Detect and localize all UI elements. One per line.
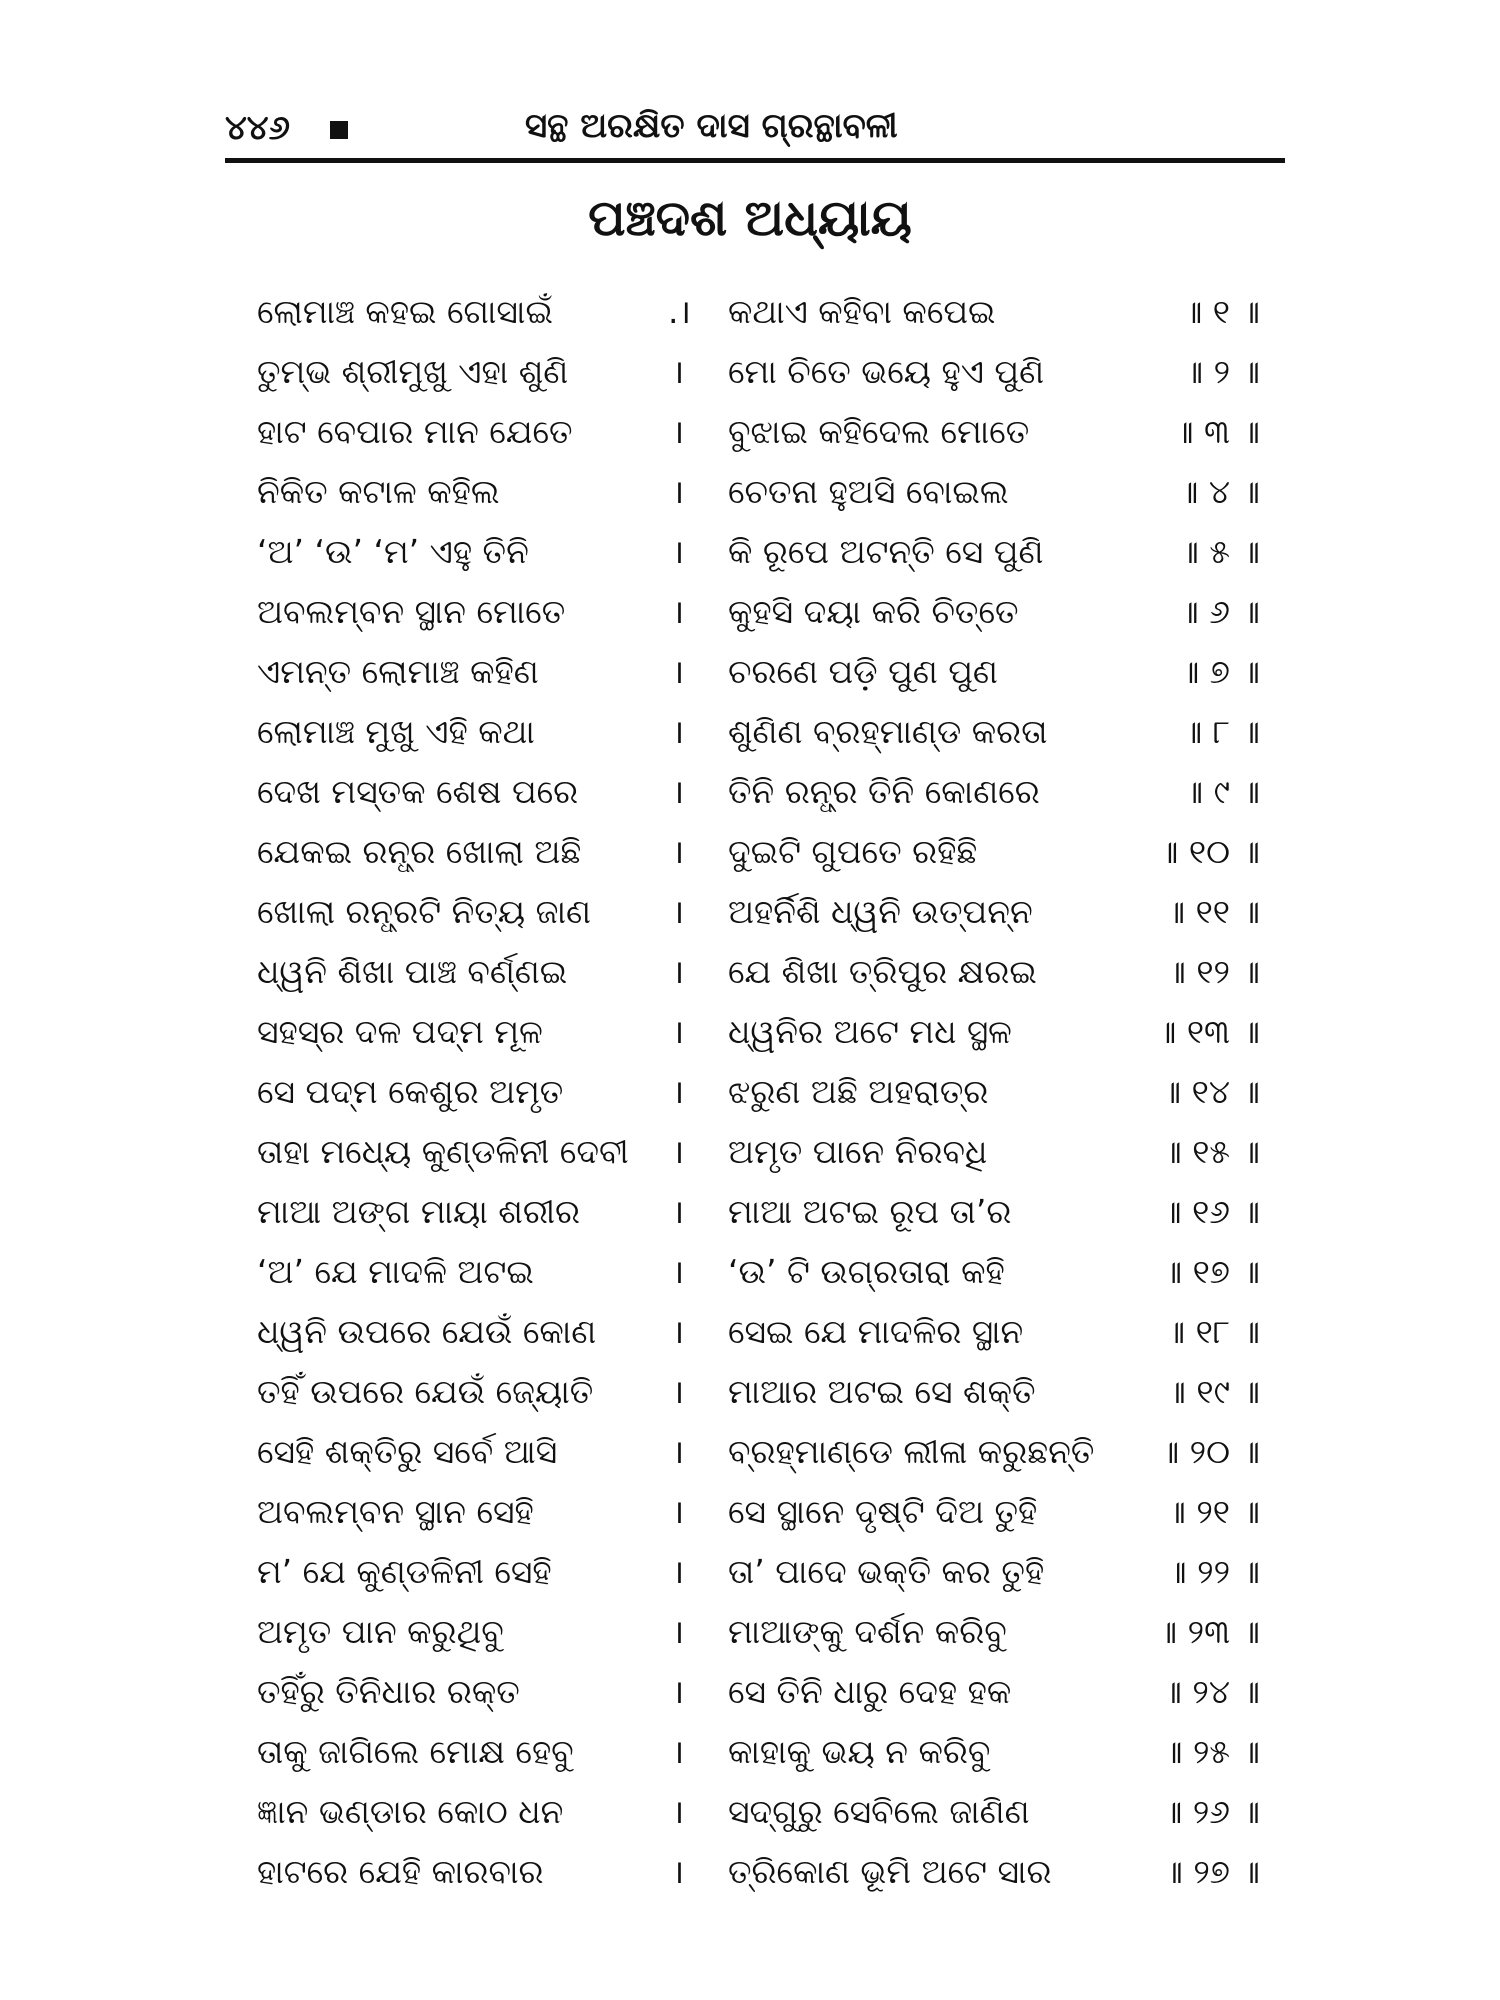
- verse-row: [0, 342, 1500, 402]
- verse-first-half: ଧ୍ୱନି ଶିଖା ପାଞ୍ଚ ବର୍ଣ୍ଣଇ: [257, 952, 568, 991]
- verse-number: ॥ ୨୭ ॥: [1163, 1852, 1260, 1891]
- verse-first-half: ନିକିତ କଟାଳ କହିଲ: [257, 472, 500, 511]
- verse-separator: ।: [671, 472, 685, 511]
- verse-separator: ।: [671, 1612, 685, 1651]
- verse-separator: ।: [671, 1252, 685, 1291]
- verse-number: ॥ ୨୨ ॥: [1167, 1552, 1260, 1591]
- header-rule: [225, 158, 1285, 163]
- verse-second-half: ଧ୍ୱନିର ଅଟେ ମଧ ସ୍ଥଳ: [728, 1012, 1012, 1051]
- verse-row: [0, 1122, 1500, 1182]
- verse-second-half: ଅହର୍ନିଶି ଧ୍ୱନି ଉତ୍ପନ୍ନ: [728, 892, 1033, 931]
- verse-separator: ।: [671, 832, 685, 871]
- verse-second-half: ମୋ ଚିତେ ଭୟେ ହୁଏ ପୁଣି: [728, 352, 1045, 391]
- verse-number: ॥ ୨ ॥: [1183, 352, 1260, 391]
- verse-second-half: କି ରୂପେ ଅଟନ୍ତି ସେ ପୁଣି: [728, 532, 1044, 571]
- verse-separator: ।: [671, 592, 685, 631]
- verse-second-half: ଦୁଇଟି ଗୁପତେ ରହିଛି: [728, 832, 978, 871]
- verse-row: [0, 702, 1500, 762]
- verse-separator: ।: [671, 1552, 685, 1591]
- verse-second-half: ତିନି ରନ୍ଧ୍ର ତିନି କୋଣରେ: [728, 772, 1040, 811]
- verse-first-half: ସହସ୍ର ଦଳ ପଦ୍ମ ମୂଳ: [257, 1012, 543, 1051]
- verse-row: [0, 1782, 1500, 1842]
- verse-first-half: ତାହା ମଧ୍ୟେ କୁଣ୍ଡଳିନୀ ଦେବୀ: [257, 1132, 629, 1171]
- verse-row: [0, 822, 1500, 882]
- verse-separator: ।: [671, 652, 685, 691]
- verse-first-half: ହାଟ ବେପାର ମାନ ଯେତେ: [257, 412, 573, 451]
- verse-first-half: ହାଟରେ ଯେହି କାରବାର: [257, 1852, 544, 1891]
- verse-separator: ।: [671, 1432, 685, 1471]
- verse-number: ॥ ୧୮ ॥: [1165, 1312, 1260, 1351]
- verse-separator: ।: [671, 412, 685, 451]
- verse-row: [0, 762, 1500, 822]
- verse-first-half: ଜ୍ଞାନ ଭଣ୍ଡାର କୋଠ ଧନ: [257, 1792, 564, 1831]
- verse-row: [0, 1242, 1500, 1302]
- verse-separator: ।: [671, 1732, 685, 1771]
- verse-number: ॥ ୯ ॥: [1183, 772, 1260, 811]
- verse-separator: ।: [671, 1012, 685, 1051]
- verse-first-half: ସେହି ଶକ୍ତିରୁ ସର୍ବେ ଆସି: [257, 1432, 558, 1471]
- verse-number: ॥ ୧୧ ॥: [1165, 892, 1260, 931]
- verse-row: [0, 1542, 1500, 1602]
- verse-second-half: ତ୍ରିକୋଣ ଭୂମି ଅଟେ ସାର: [728, 1852, 1052, 1891]
- verse-number: ॥ ୭ ॥: [1179, 652, 1260, 691]
- verse-second-half: ଶୁଣିଣ ବ୍ରହ୍ମାଣ୍ଡ କରତା: [728, 712, 1048, 751]
- verse-second-half: କାହାକୁ ଭୟ ନ କରିବୁ: [728, 1732, 991, 1771]
- verse-second-half: କୁହସି ଦୟା କରି ଚିତ୍ତେ: [728, 592, 1019, 631]
- verse-first-half: ଲୋମାଞ୍ଚ ମୁଖୁ ଏହି କଥା: [257, 712, 535, 751]
- verse-number: ॥ ୨୧ ॥: [1166, 1492, 1260, 1531]
- verse-first-half: ଏମନ୍ତ ଲୋମାଞ୍ଚ କହିଣ: [257, 652, 539, 691]
- verse-separator: ।: [671, 1132, 685, 1171]
- verse-number: ॥ ୪ ॥: [1178, 472, 1260, 511]
- verse-first-half: ଲୋମାଞ୍ଚ କହଇ ଗୋସାଇଁ: [257, 292, 553, 331]
- verse-separator: ।: [671, 892, 685, 931]
- verse-separator: .।: [668, 292, 691, 331]
- verse-first-half: ତୁମ୍ଭ ଶ୍ରୀମୁଖୁ ଏହା ଶୁଣି: [257, 352, 569, 391]
- verse-row: [0, 1182, 1500, 1242]
- verse-row: [0, 1722, 1500, 1782]
- verse-first-half: ଅବଲମ୍ବନ ସ୍ଥାନ ସେହି: [257, 1492, 534, 1531]
- verse-separator: ।: [671, 1192, 685, 1231]
- verse-first-half: ଧ୍ୱନି ଉପରେ ଯେଉଁ କୋଣ: [257, 1312, 597, 1351]
- verse-number: ॥ ୨୫ ॥: [1162, 1732, 1260, 1771]
- verse-second-half: ଅମୃତ ପାନେ ନିରବଧି: [728, 1132, 988, 1171]
- verse-second-half: ମାଆର ଅଟଇ ସେ ଶକ୍ତି: [728, 1372, 1036, 1411]
- verse-row: [0, 462, 1500, 522]
- verse-first-half: ତାକୁ ଜାଗିଲେ ମୋକ୍ଷ ହେବୁ: [257, 1732, 574, 1771]
- verse-separator: ।: [671, 1072, 685, 1111]
- verse-first-half: ‘ଅ’ ଯେ ମାଦଳି ଅଟଇ: [257, 1252, 534, 1291]
- verse-first-half: ଅମୃତ ପାନ କରୁଥିବୁ: [257, 1612, 504, 1651]
- verse-number: ॥ ୧୬ ॥: [1162, 1192, 1260, 1231]
- verse-list: [0, 282, 1500, 1902]
- verse-second-half: ସେଇ ଯେ ମାଦଳିର ସ୍ଥାନ: [728, 1312, 1024, 1351]
- verse-separator: ।: [671, 712, 685, 751]
- verse-first-half: ଖୋଲା ରନ୍ଧ୍ରଟି ନିତ୍ୟ ଜାଣ: [257, 892, 591, 931]
- verse-first-half: ଅବଲମ୍ବନ ସ୍ଥାନ ମୋତେ: [257, 592, 566, 631]
- verse-separator: ।: [671, 772, 685, 811]
- verse-number: ॥ ୧୯ ॥: [1166, 1372, 1260, 1411]
- verse-number: ॥ ୮ ॥: [1182, 712, 1260, 751]
- verse-row: [0, 1842, 1500, 1902]
- verse-number: ॥ ୧୪ ॥: [1161, 1072, 1260, 1111]
- verse-separator: ।: [671, 352, 685, 391]
- verse-number: ॥ ୧୭ ॥: [1162, 1252, 1260, 1291]
- verse-first-half: ମାଆ ଅଙ୍ଗ ମାୟା ଶରୀର: [257, 1192, 581, 1231]
- verse-number: ॥ ୨୦ ॥: [1159, 1432, 1260, 1471]
- verse-row: [0, 402, 1500, 462]
- verse-separator: ।: [671, 532, 685, 571]
- verse-first-half: ତହିଁ ଉପରେ ଯେଉଁ ଜ୍ୟୋତି: [257, 1372, 594, 1411]
- verse-separator: ।: [671, 1492, 685, 1531]
- verse-row: [0, 522, 1500, 582]
- verse-number: ॥ ୧୫ ॥: [1162, 1132, 1260, 1171]
- verse-row: [0, 1422, 1500, 1482]
- verse-separator: ।: [671, 1312, 685, 1351]
- verse-row: [0, 1482, 1500, 1542]
- page-number: ୪୪୬: [225, 108, 290, 148]
- verse-second-half: ମାଆ ଅଟଇ ରୂପ ତା’ର: [728, 1192, 1012, 1231]
- verse-first-half: ଦେଖ ମସ୍ତକ ଶେଷ ପରେ: [257, 772, 579, 811]
- verse-second-half: ଚେତନା ହୁଅସି ବୋଇଲ: [728, 472, 1009, 511]
- verse-number: ॥ ୬ ॥: [1179, 592, 1260, 631]
- verse-second-half: ସେ ସ୍ଥାନେ ଦୃଷ୍ଟି ଦିଅ ତୁହି: [728, 1492, 1038, 1531]
- verse-separator: ।: [671, 1372, 685, 1411]
- verse-number: ॥ ୧ ॥: [1182, 292, 1260, 331]
- verse-second-half: ଯେ ଶିଖା ତ୍ରିପୁର କ୍ଷରଇ: [728, 952, 1037, 991]
- verse-second-half: ମାଆଙ୍କୁ ଦର୍ଶନ କରିବୁ: [728, 1612, 1007, 1651]
- verse-first-half: ‘ଅ’ ‘ଉ’ ‘ମ’ ଏହୁ ତିନି: [257, 532, 529, 571]
- verse-first-half: ଯେକଇ ରନ୍ଧ୍ର ଖୋଲା ଅଛି: [257, 832, 582, 871]
- verse-row: [0, 642, 1500, 702]
- verse-separator: ।: [671, 1672, 685, 1711]
- verse-number: ॥ ୫ ॥: [1179, 532, 1260, 571]
- verse-separator: ।: [671, 1852, 685, 1891]
- verse-second-half: ସଦ୍‌ଗୁରୁ ସେବିଲେ ଜାଣିଣ: [728, 1792, 1030, 1831]
- verse-second-half: କଥାଏ କହିବା କପେଇ: [728, 292, 996, 331]
- verse-second-half: ‘ଉ’ ଟି ଉଗ୍ରତାରା କହି: [728, 1252, 1005, 1291]
- verse-first-half: ସେ ପଦ୍ମ କେଶୁର ଅମୃତ: [257, 1072, 564, 1111]
- verse-number: ॥ ୨୪ ॥: [1162, 1672, 1260, 1711]
- verse-row: [0, 282, 1500, 342]
- verse-first-half: ତହିଁରୁ ତିନିଧାର ରକ୍ତ: [257, 1672, 520, 1711]
- verse-second-half: ଚରଣେ ପଡ଼ି ପୁଣ ପୁଣ: [728, 652, 998, 691]
- verse-separator: ।: [671, 1792, 685, 1831]
- verse-number: ॥ ୧୦ ॥: [1158, 832, 1260, 871]
- chapter-title: ପଞ୍ଚଦଶ ଅଧ୍ୟାୟ: [588, 189, 912, 247]
- verse-row: [0, 1062, 1500, 1122]
- verse-row: [0, 1002, 1500, 1062]
- verse-second-half: ତା’ ପାଦେ ଭକ୍ତି କର ତୁହି: [728, 1552, 1045, 1591]
- verse-first-half: ମ’ ଯେ କୁଣ୍ଡଳିନୀ ସେହି: [257, 1552, 552, 1591]
- verse-number: ॥ ୧୩ ॥: [1156, 1012, 1260, 1051]
- verse-second-half: ବୁଝାଇ କହିଦେଲ ମୋତେ: [728, 412, 1030, 451]
- verse-second-half: ସେ ତିନି ଧାରୁ ଦେହ ହକ: [728, 1672, 1012, 1711]
- book-title: ସନ୍ଥ ଅରକ୍ଷିତ ଦାସ ଗ୍ରନ୍ଥାବଳୀ: [525, 106, 898, 146]
- verse-number: ॥ ୨୬ ॥: [1162, 1792, 1260, 1831]
- verse-row: [0, 1302, 1500, 1362]
- square-bullet-icon: [330, 121, 348, 139]
- verse-second-half: ଝରୁଣ ଅଛି ଅହରାତ୍ର: [728, 1072, 989, 1111]
- verse-separator: ।: [671, 952, 685, 991]
- running-header: [225, 100, 1285, 158]
- verse-row: [0, 582, 1500, 642]
- verse-row: [0, 882, 1500, 942]
- verse-row: [0, 1662, 1500, 1722]
- verse-number: ॥ ୧୨ ॥: [1166, 952, 1260, 991]
- verse-row: [0, 942, 1500, 1002]
- verse-number: ॥ ୨୩ ॥: [1157, 1612, 1260, 1651]
- verse-row: [0, 1362, 1500, 1422]
- verse-number: ॥ ୩ ॥: [1174, 412, 1260, 451]
- verse-row: [0, 1602, 1500, 1662]
- verse-second-half: ବ୍ରହ୍ମାଣ୍ଡେ ଲୀଳା କରୁଛନ୍ତି: [728, 1432, 1095, 1471]
